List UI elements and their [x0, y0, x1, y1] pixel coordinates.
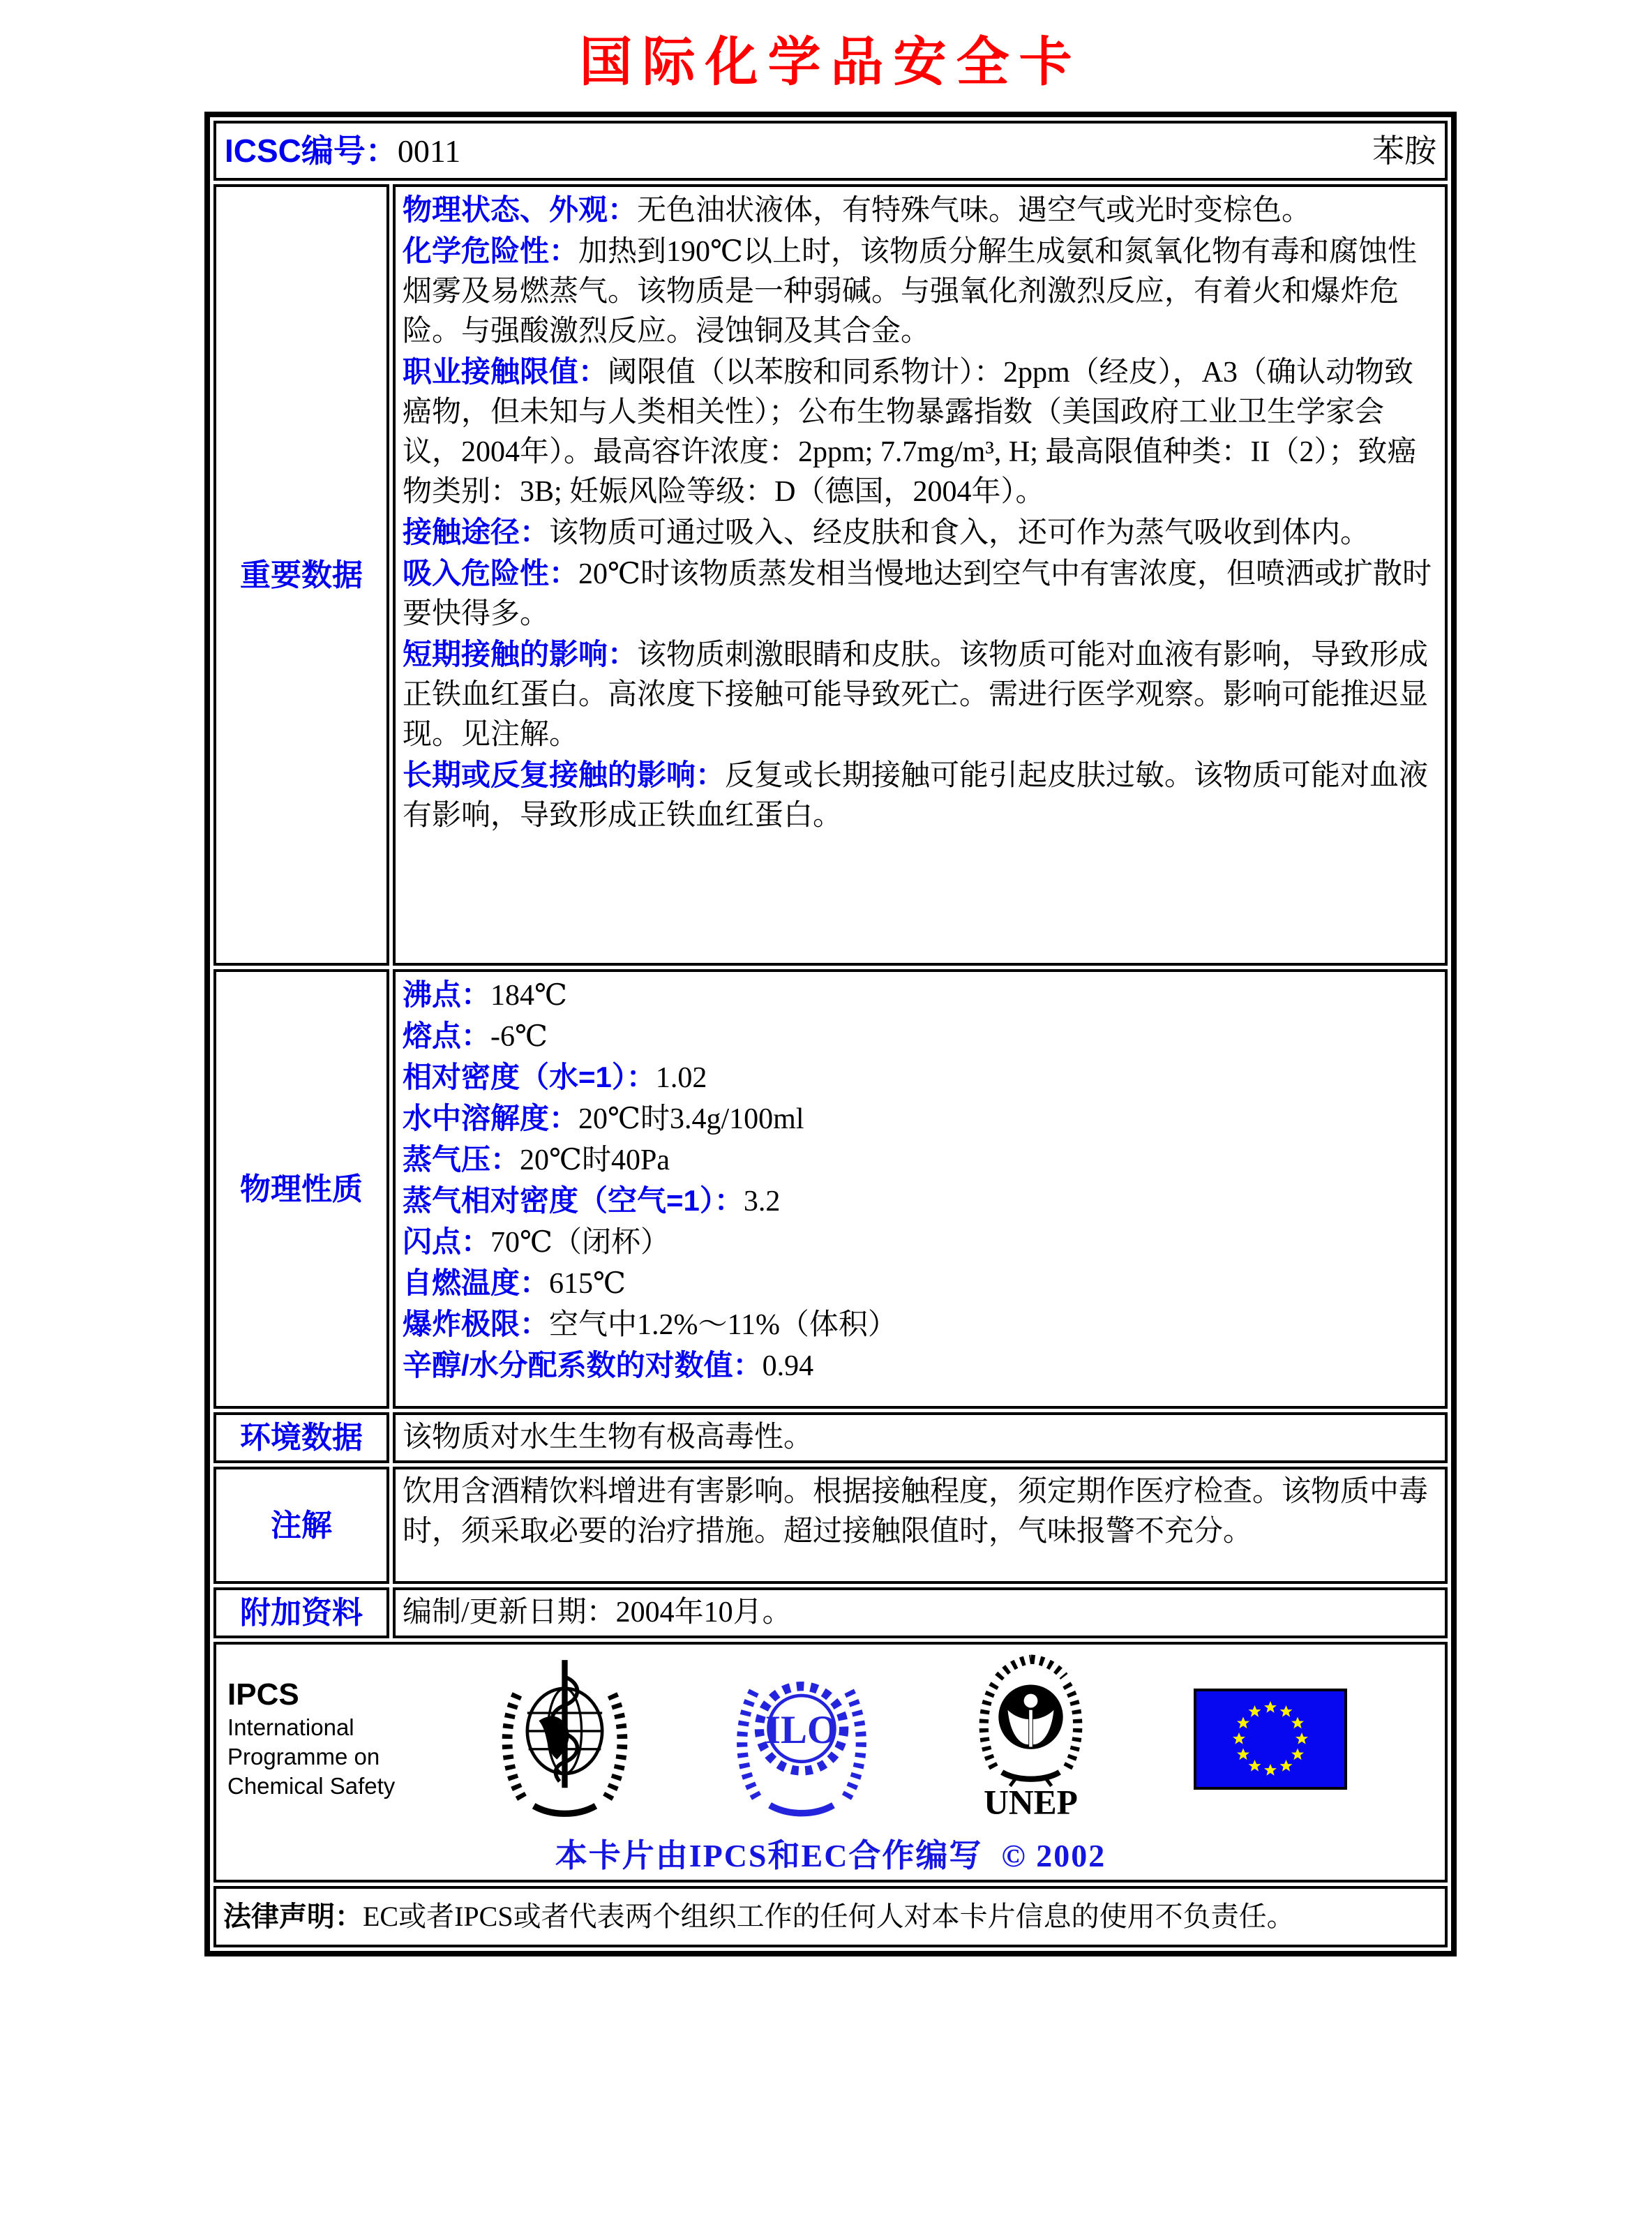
header-cell	[213, 121, 1448, 181]
prop-label: 自燃温度：	[403, 1266, 550, 1299]
credit-text: 本卡片由IPCS和EC合作编写	[555, 1838, 983, 1873]
item-text: 该物质可通过吸入、经皮肤和食入，还可作为蒸气吸收到体内。	[549, 517, 1370, 549]
item-label: 接触途径：	[403, 516, 550, 548]
icsc-number-value: 0011	[397, 133, 461, 169]
important-data-row	[213, 184, 1448, 966]
prop-label: 熔点：	[403, 1019, 491, 1052]
prop-water-solubility	[403, 1098, 1438, 1139]
prop-melting-point	[403, 1016, 1438, 1057]
ilo-logo-icon	[735, 1657, 868, 1821]
additional-info-row	[213, 1587, 1448, 1638]
who-logo-icon	[500, 1655, 629, 1823]
credit-line	[223, 1836, 1438, 1876]
ipcs-subtitle-line1: International	[227, 1714, 354, 1740]
additional-info-content: 编制/更新日期：2004年10月。	[393, 1587, 1448, 1638]
section-label-notes: 注解	[213, 1467, 389, 1584]
item-text: 阈限值（以苯胺和同系物计）：2ppm（经皮），A3（确认动物致癌物，但未知与人类相关性）；公布生物暴露指数（美国政府工业卫生学家会议，2004年）。最高容许浓度：2ppm; 7.7mg/m³, H; 最高限值种类：II（2）；致癌物类别：3B; 妊娠风险等级：D（德国，2004年）。	[403, 357, 1417, 508]
eu-flag-icon	[1194, 1689, 1347, 1790]
legal-row	[213, 1886, 1448, 1947]
prop-label: 沸点：	[403, 978, 491, 1011]
item-label: 化学危险性：	[403, 234, 579, 267]
prop-label: 水中溶解度：	[403, 1102, 579, 1135]
header-row	[213, 121, 1448, 181]
chemical-name: 苯胺	[1372, 133, 1436, 169]
item-text: 加热到190℃以上时，该物质分解生成氨和氮氧化物有毒和腐蚀性烟雾及易燃蒸气。该物质是一种弱碱。与强氧化剂激烈反应，有着火和爆炸危险。与强酸激烈反应。浸蚀铜及其合金。	[403, 236, 1418, 347]
prop-autoignition-temp	[403, 1263, 1438, 1304]
legal-cell	[213, 1886, 1448, 1947]
ipcs-subtitle-line2: Programme on	[227, 1744, 380, 1769]
prop-label: 蒸气压：	[403, 1143, 520, 1176]
prop-label: 相对密度（水=1）：	[403, 1061, 656, 1093]
ipcs-subtitle-line3: Chemical Safety	[227, 1773, 396, 1799]
legal-label: 法律声明：	[223, 1901, 363, 1932]
section-label-important-data: 重要数据	[213, 184, 389, 966]
prop-value: 615℃	[549, 1268, 626, 1300]
unep-logo-icon	[973, 1652, 1088, 1826]
important-data-content	[393, 184, 1448, 966]
prop-label: 爆炸极限：	[403, 1308, 550, 1340]
section-label-physical-properties: 物理性质	[213, 969, 389, 1409]
section-label-environmental-data: 环境数据	[213, 1412, 389, 1463]
copyright-text: © 2002	[1001, 1838, 1106, 1873]
environmental-data-content: 该物质对水生生物有极高毒性。	[393, 1412, 1448, 1463]
prop-value: 空气中1.2%～11%（体积）	[549, 1309, 897, 1341]
prop-boiling-point	[403, 975, 1438, 1016]
para-exposure-routes	[403, 512, 1438, 553]
legal-text: EC或者IPCS或者代表两个组织工作的任何人对本卡片信息的使用不负责任。	[363, 1901, 1295, 1932]
prop-value: 20℃时3.4g/100ml	[578, 1103, 804, 1135]
prop-explosive-limits	[403, 1304, 1438, 1345]
page-title: 国际化学品安全卡	[579, 33, 1082, 92]
prop-octanol-water	[403, 1345, 1438, 1386]
physical-properties-content	[393, 969, 1448, 1409]
para-chemical-danger	[403, 231, 1438, 352]
notes-content: 饮用含酒精饮料增进有害影响。根据接触程度，须定期作医疗检查。该物质中毒时，须采取必要的治疗措施。超过接触限值时，气味报警不充分。	[393, 1467, 1448, 1584]
prop-value: 1.02	[655, 1062, 707, 1094]
icsc-table	[204, 112, 1457, 1956]
physical-properties-row	[213, 969, 1448, 1409]
prop-vapor-pressure	[403, 1139, 1438, 1181]
prop-vapor-density	[403, 1181, 1438, 1222]
prop-flash-point	[403, 1222, 1438, 1263]
ipcs-title: IPCS	[227, 1677, 299, 1712]
item-label: 吸入危险性：	[403, 557, 579, 590]
environmental-data-row	[213, 1412, 1448, 1463]
item-label: 长期或反复接触的影响：	[403, 758, 726, 791]
logos-cell	[213, 1642, 1448, 1883]
prop-label: 闪点：	[403, 1225, 491, 1258]
para-occupational-limits	[403, 352, 1438, 512]
section-label-additional-info: 附加资料	[213, 1587, 389, 1638]
prop-value: 3.2	[743, 1185, 781, 1218]
para-short-term-effects	[403, 634, 1438, 755]
item-label: 短期接触的影响：	[403, 638, 638, 671]
prop-value: 184℃	[490, 980, 567, 1012]
item-text: 无色油状液体，有特殊气味。遇空气或光时变棕色。	[637, 195, 1312, 227]
prop-value: 70℃（闭杯）	[490, 1227, 670, 1259]
prop-relative-density	[403, 1057, 1438, 1098]
para-inhalation-risk	[403, 553, 1438, 634]
ilo-letters: ILO	[765, 1707, 838, 1752]
prop-value: 20℃时40Pa	[520, 1144, 670, 1176]
item-text: 该物质刺激眼睛和皮肤。该物质可能对血液有影响，导致形成正铁血红蛋白。高浓度下接触可能导致死亡。需进行医学观察。影响可能推迟显现。见注解。	[403, 639, 1429, 751]
item-label: 职业接触限值：	[403, 355, 608, 388]
item-label: 物理状态、外观：	[403, 193, 638, 226]
unep-letters: UNEP	[983, 1783, 1078, 1822]
notes-row	[213, 1467, 1448, 1584]
item-text: 反复或长期接触可能引起皮肤过敏。该物质可能对血液有影响，导致形成正铁血红蛋白。	[403, 760, 1429, 832]
prop-label: 辛醇/水分配系数的对数值：	[403, 1349, 763, 1382]
icsc-number-label: ICSC编号：	[225, 132, 398, 169]
logos-row	[213, 1642, 1448, 1883]
prop-value: 0.94	[762, 1350, 814, 1382]
item-text: 20℃时该物质蒸发相当慢地达到空气中有害浓度，但喷洒或扩散时要快得多。	[403, 558, 1432, 630]
ipcs-text-block	[227, 1677, 395, 1801]
prop-value: -6℃	[490, 1021, 548, 1053]
prop-label: 蒸气相对密度（空气=1）：	[403, 1184, 744, 1217]
para-long-term-effects	[403, 755, 1438, 836]
icsc-number-group	[225, 131, 460, 171]
para-physical-state	[403, 190, 1438, 231]
